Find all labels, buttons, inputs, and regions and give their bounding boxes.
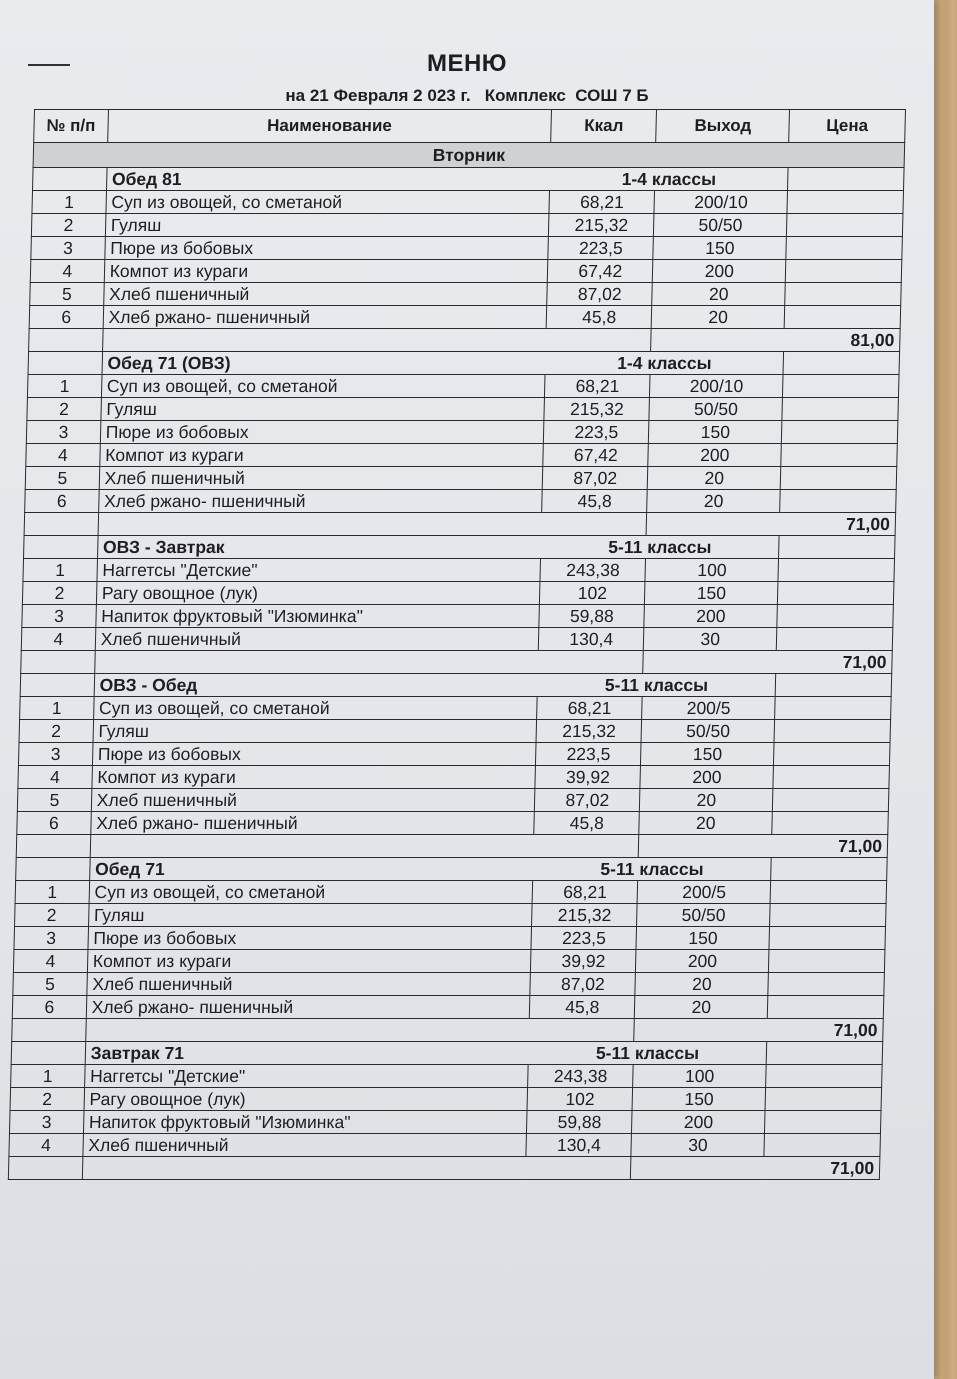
item-kcal: 45,8 [534, 812, 640, 835]
item-output: 200 [640, 766, 773, 789]
total-blank-cell [24, 513, 98, 536]
item-output: 20 [652, 306, 785, 329]
item-number: 4 [26, 444, 100, 467]
item-kcal: 67,42 [547, 260, 653, 283]
table-row [19, 720, 891, 743]
item-name: Гуляш [88, 904, 532, 927]
item-output: 30 [644, 628, 777, 651]
item-kcal: 223,5 [536, 743, 642, 766]
item-price [770, 881, 886, 904]
item-kcal: 67,42 [543, 444, 649, 467]
section-price-cell [779, 536, 895, 559]
item-name: Компот из кураги [99, 444, 543, 467]
item-output: 200 [648, 444, 781, 467]
item-number: 2 [10, 1088, 84, 1111]
item-price [776, 628, 892, 651]
table-row [20, 697, 892, 720]
item-output: 150 [653, 237, 786, 260]
item-price [769, 950, 885, 973]
table-row [22, 605, 894, 628]
table-row [23, 559, 895, 582]
item-name: Гуляш [93, 720, 537, 743]
section-grades: 5-11 классы [537, 674, 776, 697]
item-output: 150 [636, 927, 769, 950]
item-price [780, 467, 896, 490]
item-kcal: 68,21 [532, 881, 638, 904]
item-price [777, 605, 893, 628]
item-kcal: 215,32 [532, 904, 638, 927]
item-name: Хлеб пшеничный [95, 628, 539, 651]
table-row [22, 582, 894, 605]
item-name: Хлеб ржано- пшеничный [90, 812, 534, 835]
total-blank-cell [21, 651, 95, 674]
item-price [783, 375, 899, 398]
section-total-row [12, 1019, 884, 1042]
item-output: 100 [645, 559, 778, 582]
total-blank-cell [12, 1019, 86, 1042]
item-number: 1 [11, 1065, 85, 1088]
item-output: 200/10 [654, 191, 787, 214]
item-number: 2 [27, 398, 101, 421]
item-price [785, 283, 901, 306]
item-price [775, 697, 891, 720]
table-row [12, 996, 884, 1019]
item-number: 3 [9, 1111, 83, 1134]
col-header-name: Наименование [107, 110, 551, 143]
item-number: 1 [20, 697, 94, 720]
item-number: 4 [18, 766, 92, 789]
item-name: Пюре из бобовых [105, 237, 549, 260]
item-number: 3 [18, 743, 92, 766]
section-number-cell [28, 352, 102, 375]
item-output: 150 [632, 1088, 765, 1111]
item-name: Хлеб ржано- пшеничный [86, 996, 530, 1019]
item-number: 4 [9, 1134, 83, 1157]
item-price [770, 904, 886, 927]
item-number: 4 [13, 950, 87, 973]
section-price-cell [783, 352, 899, 375]
item-name: Напиток фруктовый "Изюминка" [83, 1111, 527, 1134]
item-kcal: 68,21 [537, 697, 643, 720]
item-kcal: 68,21 [545, 375, 651, 398]
section-header-row [33, 168, 905, 191]
item-price [781, 421, 897, 444]
section-total-price: 71,00 [643, 651, 892, 674]
item-price [781, 444, 897, 467]
total-blank-cell [94, 651, 643, 674]
table-row [30, 283, 902, 306]
item-output: 200 [644, 605, 777, 628]
section-total-price: 81,00 [651, 329, 900, 352]
item-price [784, 306, 900, 329]
table-row [32, 191, 904, 214]
table-row [30, 260, 902, 283]
section-total-price: 71,00 [639, 835, 888, 858]
section-total-price: 71,00 [631, 1157, 880, 1180]
item-number: 2 [15, 904, 89, 927]
day-label: Вторник [33, 143, 905, 168]
table-row [15, 881, 887, 904]
total-blank-cell [102, 329, 651, 352]
table-row [18, 766, 890, 789]
item-name: Суп из овощей, со сметаной [106, 191, 550, 214]
section-grades: 1-4 классы [545, 352, 784, 375]
item-kcal: 215,32 [536, 720, 642, 743]
item-kcal: 223,5 [548, 237, 654, 260]
section-total-row [8, 1157, 880, 1180]
item-price [782, 398, 898, 421]
table-row [31, 214, 903, 237]
section-price-cell [766, 1042, 882, 1065]
item-name: Наггетсы "Детские" [84, 1065, 528, 1088]
table-row [26, 421, 898, 444]
item-output: 50/50 [637, 904, 770, 927]
item-number: 2 [31, 214, 105, 237]
item-kcal: 59,88 [527, 1111, 633, 1134]
table-row [15, 904, 887, 927]
total-blank-cell [90, 835, 639, 858]
item-number: 2 [19, 720, 93, 743]
item-price [772, 789, 888, 812]
section-header-row [11, 1042, 883, 1065]
col-header-price: Цена [789, 110, 906, 143]
table-row [25, 467, 897, 490]
table-row [13, 950, 885, 973]
item-name: Пюре из бобовых [92, 743, 536, 766]
item-output: 150 [645, 582, 778, 605]
item-kcal: 215,32 [548, 214, 654, 237]
item-name: Хлеб ржано- пшеничный [98, 490, 542, 513]
section-number-cell [33, 168, 107, 191]
total-blank-cell [8, 1157, 82, 1180]
table-row [27, 375, 899, 398]
col-header-output: Выход [656, 110, 790, 143]
item-price [772, 812, 888, 835]
item-name: Суп из овощей, со сметаной [89, 881, 533, 904]
item-output: 20 [652, 283, 785, 306]
item-output: 150 [641, 743, 774, 766]
item-kcal: 215,32 [544, 398, 650, 421]
table-row [9, 1111, 881, 1134]
item-number: 1 [32, 191, 106, 214]
item-output: 200/10 [650, 375, 783, 398]
item-kcal: 223,5 [531, 927, 637, 950]
item-price [787, 214, 903, 237]
item-price [769, 927, 885, 950]
item-name: Пюре из бобовых [88, 927, 532, 950]
table-row [10, 1088, 882, 1111]
table-row [29, 306, 901, 329]
section-grades: 1-4 классы [550, 168, 789, 191]
section-total-price: 71,00 [646, 513, 895, 536]
section-grades: 5-11 классы [541, 536, 780, 559]
item-number: 6 [12, 996, 86, 1019]
item-output: 200/5 [642, 697, 775, 720]
table-row [9, 1134, 881, 1157]
section-total-price: 71,00 [634, 1019, 883, 1042]
item-output: 100 [633, 1065, 766, 1088]
item-output: 200/5 [638, 881, 771, 904]
table-row [18, 743, 890, 766]
item-name: Пюре из бобовых [100, 421, 544, 444]
section-header-row [28, 352, 900, 375]
section-number-cell [11, 1042, 85, 1065]
item-name: Компот из кураги [104, 260, 548, 283]
item-price [768, 973, 884, 996]
item-output: 20 [635, 973, 768, 996]
item-output: 20 [647, 490, 780, 513]
item-output: 150 [649, 421, 782, 444]
total-blank-cell [98, 513, 647, 536]
item-name: Хлеб пшеничный [83, 1134, 527, 1157]
item-output: 30 [631, 1134, 764, 1157]
item-output: 20 [635, 996, 768, 1019]
item-kcal: 130,4 [538, 628, 644, 651]
table-row [14, 927, 886, 950]
section-number-cell [20, 674, 94, 697]
item-kcal: 102 [539, 582, 645, 605]
item-price [767, 996, 883, 1019]
item-number: 6 [17, 812, 91, 835]
section-name: Обед 71 (ОВЗ) [102, 352, 546, 375]
item-name: Рагу овощное (лук) [84, 1088, 528, 1111]
item-kcal: 39,92 [531, 950, 637, 973]
section-header-row [24, 536, 896, 559]
item-price [764, 1134, 880, 1157]
item-kcal: 87,02 [542, 467, 648, 490]
section-number-cell [24, 536, 98, 559]
item-number: 6 [25, 490, 99, 513]
item-name: Хлеб ржано- пшеничный [103, 306, 547, 329]
item-price [787, 191, 903, 214]
section-name: Обед 81 [106, 168, 550, 191]
section-total-row [29, 329, 901, 352]
item-price [766, 1065, 882, 1088]
item-number: 6 [29, 306, 103, 329]
section-total-row [24, 513, 896, 536]
item-price [774, 743, 890, 766]
total-blank-cell [85, 1019, 634, 1042]
item-price [786, 237, 902, 260]
item-kcal: 102 [527, 1088, 633, 1111]
item-kcal: 45,8 [542, 490, 648, 513]
section-total-row [16, 835, 888, 858]
item-number: 4 [30, 260, 104, 283]
item-number: 1 [27, 375, 101, 398]
table-row [31, 237, 903, 260]
table-row [13, 973, 885, 996]
table-row [25, 490, 897, 513]
total-blank-cell [29, 329, 103, 352]
item-kcal: 45,8 [529, 996, 635, 1019]
header-row [34, 110, 906, 143]
item-kcal: 39,92 [535, 766, 641, 789]
section-price-cell [775, 674, 891, 697]
item-kcal: 87,02 [534, 789, 640, 812]
menu-table [8, 109, 906, 1180]
item-number: 1 [23, 559, 97, 582]
section-number-cell [16, 858, 90, 881]
item-output: 200 [632, 1111, 765, 1134]
item-price [774, 720, 890, 743]
item-output: 50/50 [654, 214, 787, 237]
page-title: МЕНЮ [426, 50, 508, 77]
item-price [785, 260, 901, 283]
item-name: Компот из кураги [87, 950, 531, 973]
item-price [773, 766, 889, 789]
section-name: Завтрак 71 [85, 1042, 529, 1065]
item-name: Хлеб пшеничный [99, 467, 543, 490]
item-name: Напиток фруктовый "Изюминка" [96, 605, 540, 628]
item-name: Гуляш [105, 214, 549, 237]
item-output: 200 [653, 260, 786, 283]
menu-table-body [8, 143, 904, 1180]
item-price [765, 1088, 881, 1111]
col-header-number: № п/п [34, 110, 109, 143]
item-name: Рагу овощное (лук) [96, 582, 540, 605]
total-blank-cell [16, 835, 90, 858]
item-name: Гуляш [101, 398, 545, 421]
item-number: 3 [22, 605, 96, 628]
item-price [780, 490, 896, 513]
section-grades: 5-11 классы [533, 858, 772, 881]
item-name: Суп из овощей, со сметаной [101, 375, 545, 398]
item-kcal: 243,38 [528, 1065, 634, 1088]
item-output: 50/50 [641, 720, 774, 743]
section-header-row [16, 858, 888, 881]
page-subtitle: на 21 Февраля 2 023 г. Комплекс СОШ 7 Б [285, 86, 649, 105]
item-name: Хлеб пшеничный [87, 973, 531, 996]
item-output: 50/50 [649, 398, 782, 421]
section-grades: 5-11 классы [528, 1042, 767, 1065]
table-row [17, 789, 889, 812]
item-kcal: 223,5 [543, 421, 649, 444]
day-row [33, 143, 905, 168]
item-price [778, 582, 894, 605]
item-kcal: 87,02 [530, 973, 636, 996]
item-name: Наггетсы "Детские" [97, 559, 541, 582]
item-number: 3 [26, 421, 100, 444]
table-row [26, 444, 898, 467]
item-number: 3 [31, 237, 105, 260]
item-kcal: 59,88 [539, 605, 645, 628]
col-header-kcal: Ккал [551, 110, 657, 143]
item-output: 200 [636, 950, 769, 973]
item-number: 5 [13, 973, 87, 996]
item-number: 5 [25, 467, 99, 490]
section-name: ОВЗ - Завтрак [97, 536, 541, 559]
item-output: 20 [639, 812, 772, 835]
table-row [27, 398, 899, 421]
item-kcal: 87,02 [547, 283, 653, 306]
total-blank-cell [82, 1157, 631, 1180]
section-total-row [21, 651, 893, 674]
item-number: 5 [30, 283, 104, 306]
item-kcal: 130,4 [526, 1134, 632, 1157]
item-name: Суп из овощей, со сметаной [93, 697, 537, 720]
section-price-cell [771, 858, 887, 881]
item-number: 5 [17, 789, 91, 812]
section-name: Обед 71 [89, 858, 533, 881]
item-price [778, 559, 894, 582]
table-row [17, 812, 889, 835]
item-kcal: 68,21 [549, 191, 655, 214]
table-row [11, 1065, 883, 1088]
item-kcal: 243,38 [540, 559, 646, 582]
item-output: 20 [640, 789, 773, 812]
section-price-cell [788, 168, 904, 191]
item-output: 20 [648, 467, 781, 490]
section-header-row [20, 674, 892, 697]
table-row [21, 628, 893, 651]
item-name: Хлеб пшеничный [103, 283, 547, 306]
item-name: Компот из кураги [92, 766, 536, 789]
item-number: 1 [15, 881, 89, 904]
item-name: Хлеб пшеничный [91, 789, 535, 812]
item-number: 4 [21, 628, 95, 651]
item-price [765, 1111, 881, 1134]
item-kcal: 45,8 [546, 306, 652, 329]
item-number: 2 [22, 582, 96, 605]
section-name: ОВЗ - Обед [94, 674, 538, 697]
item-number: 3 [14, 927, 88, 950]
